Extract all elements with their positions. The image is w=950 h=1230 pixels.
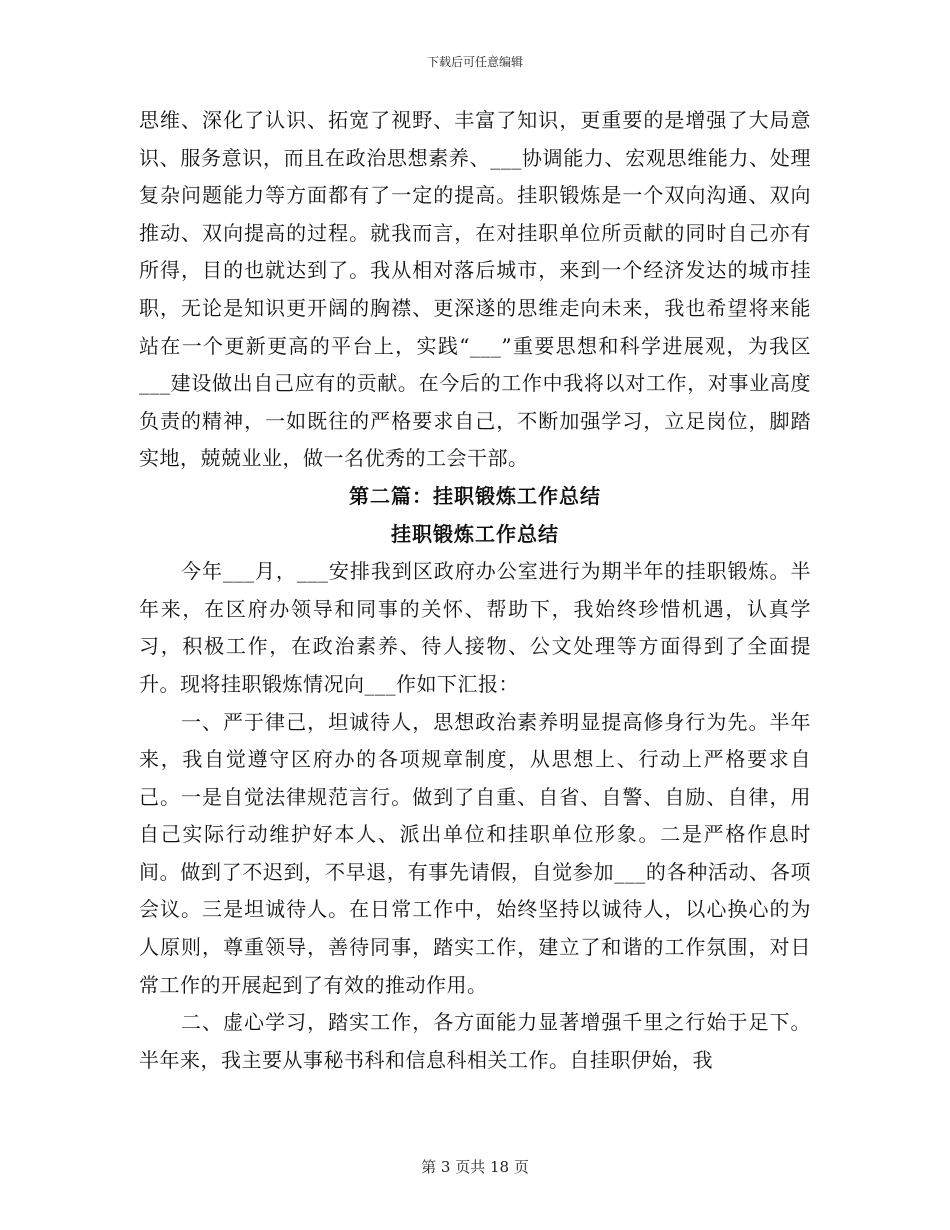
page-header-note: 下载后可任意编辑 xyxy=(426,55,523,69)
continued-paragraph: 思维、深化了认识、拓宽了视野、丰富了知识，更重要的是增强了大局意识、服务意识，而且在政治思想素养、___协调能力、宏观思维能力、处理复杂问题能力等方面都有了一定的提高。挂职锻炼是一个双向沟通、双向推动、双向提高的过程。就我而言，在对挂职单位所贡献的同时自己亦有所得，目的也就达到了。我从相对落后城市，来到一个经济发达的城市挂职，无论是知识更开阔的胸襟、更深遂的思维走向未来，我也希望将来能站在一个更新更高的平台上，实践“___”重要思想和科学进展观，为我区___建设做出自己应有的贡献。在今后的工作中我将以对工作，对事业高度负责的精神，一如既往的严格要求自己，不断加强学习，立足岗位，脚踏实地，兢兢业业，做一名优秀的工会干部。 xyxy=(139,108,811,471)
section-title: 第二篇：挂职锻炼工作总结 xyxy=(349,483,601,508)
page-number: 第 3 页共 18 页 xyxy=(421,1158,529,1176)
paragraph-point-one: 一、严于律己，坦诚待人，思想政治素养明显提高修身行为先。半年来，我自觉遵守区府办的各项规章制度，从思想上、行动上严格要求自己。一是自觉法律规范言行。做到了自重、自省、自警、自励、自律，用自己实际行动维护好本人、派出单位和挂职单位形象。二是严格作息时间。做到了不迟到，不早退，有事先请假，自觉参加___的各种活动、各项会议。三是坦诚待人。在日常工作中，始终坚持以诚待人，以心换心的为人原则，尊重领导，善待同事，踏实工作，建立了和谐的工作氛围，对日常工作的开展起到了有效的推动作用。 xyxy=(139,709,811,997)
paragraph-point-two: 二、虚心学习，踏实工作，各方面能力显著增强千里之行始于足下。半年来，我主要从事秘书科和信息科相关工作。自挂职伊始，我 xyxy=(139,1010,811,1072)
paragraph-intro: 今年___月，___安排我到区政府办公室进行为期半年的挂职锻炼。半年来，在区府办领导和同事的关怀、帮助下，我始终珍惜机遇，认真学习，积极工作，在政治素养、待人接物、公文处理等方面得到了全面提升。现将挂职锻炼情况向___作如下汇报： xyxy=(139,559,811,696)
document-body xyxy=(139,102,811,1079)
article-title: 挂职锻炼工作总结 xyxy=(391,521,559,546)
